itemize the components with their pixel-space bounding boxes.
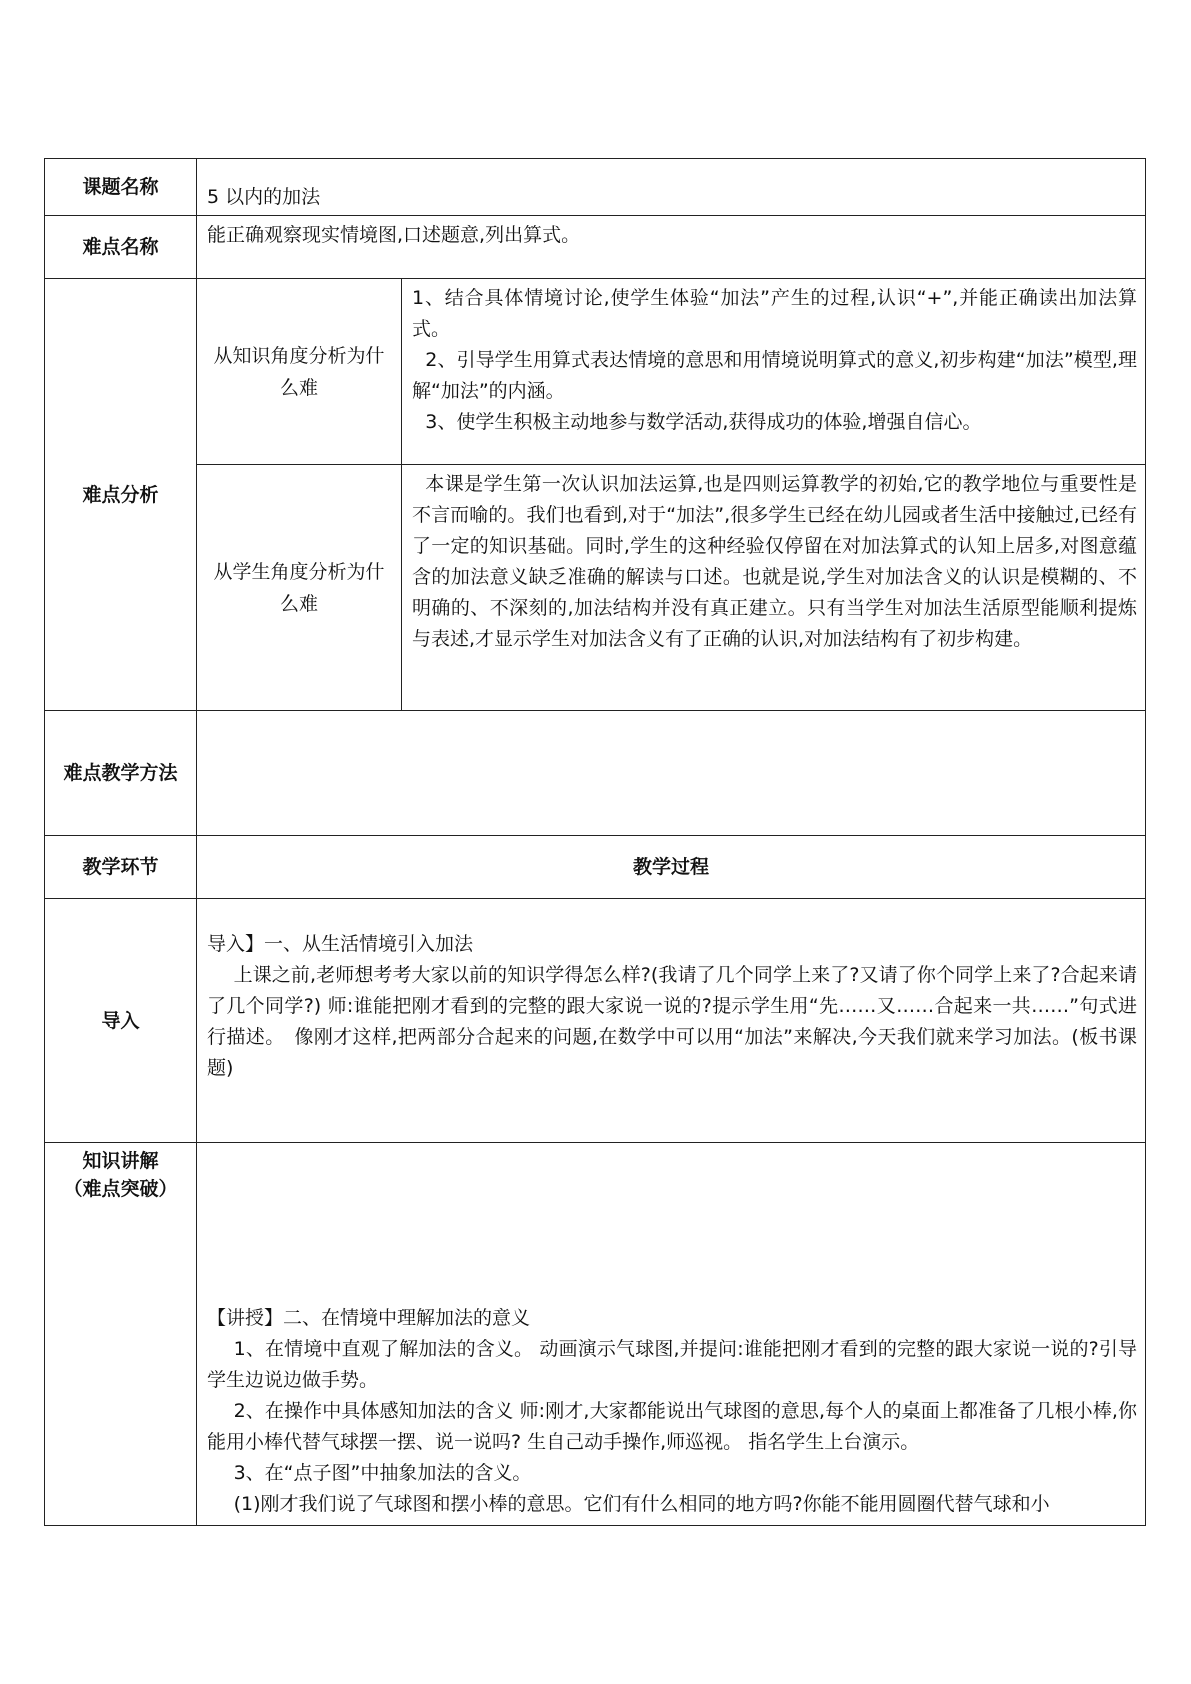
intro-paragraph: 上课之前,老师想考考大家以前的知识学得怎么样?(我请了几个同学上来了?又请了你个同学上来了?合起来请了几个同学?) 师:谁能把刚才看到的完整的跟大家说一说的?提示学生用“先……又……合起来一共……”句式进行描述。 像刚才这样,把两部分合起来的问题,在数学中可以用“加法”来解决,今天我们就来学习加法。(板书课题)	[207, 964, 1138, 1079]
knowledge-content-cell	[402, 279, 1146, 465]
intro-label: 导入	[45, 899, 197, 1143]
student-label: 从学生角度分析为什么难	[213, 560, 385, 615]
intro-content	[197, 899, 1145, 1088]
knowledge-paragraph-2: 2、引导学生用算式表达情境的意思和用情境说明算式的意义,初步构建“加法”模型,理解“加法”的内涵。	[412, 349, 1138, 402]
difficulty-row	[45, 216, 1146, 279]
analysis-label: 难点分析	[45, 279, 197, 711]
method-row	[45, 711, 1146, 836]
knowledge-label-cell	[197, 279, 402, 465]
lesson-plan-table	[44, 158, 1146, 1526]
lecture-content-cell	[197, 1143, 1146, 1526]
difficulty-label: 难点名称	[45, 216, 197, 279]
student-content	[402, 465, 1145, 659]
lecture-paragraph-4: (1)刚才我们说了气球图和摆小棒的意思。它们有什么相同的地方吗?你能不能用圆圈代替气球和小	[233, 1493, 1050, 1515]
method-label: 难点教学方法	[45, 711, 197, 836]
lecture-paragraph-1: 1、在情境中直观了解加法的含义。 动画演示气球图,并提问:谁能把刚才看到的完整的跟大家说一说的?引导学生边说边做手势。	[207, 1338, 1138, 1391]
student-content-cell	[402, 465, 1146, 711]
stage-row	[45, 836, 1146, 899]
intro-content-cell	[197, 899, 1146, 1143]
topic-row	[45, 159, 1146, 216]
student-paragraph: 本课是学生第一次认识加法运算,也是四则运算教学的初始,它的教学地位与重要性是不言而喻的。我们也看到,对于“加法”,很多学生已经在幼儿园或者生活中接触过,已经有了一定的知识基础。同时,学生的这种经验仅停留在对加法算式的认知上居多,对图意蕴含的加法意义缺乏准确的解读与口述。也就是说,学生对加法含义的认识是模糊的、不明确的、不深刻的,加法结构并没有真正建立。只有当学生对加法生活原型能顺利提炼与表述,才显示学生对加法含义有了正确的认识,对加法结构有了初步构建。	[412, 473, 1138, 650]
stage-value: 教学过程	[197, 836, 1146, 899]
analysis-student-row	[45, 465, 1146, 711]
analysis-knowledge-row	[45, 279, 1146, 465]
lecture-heading: 【讲授】二、在情境中理解加法的意义	[207, 1307, 531, 1329]
difficulty-value: 能正确观察现实情境图,口述题意,列出算式。	[207, 224, 581, 246]
knowledge-paragraph-3: 3、使学生积极主动地参与数学活动,获得成功的体验,增强自信心。	[425, 411, 982, 433]
knowledge-content	[402, 279, 1145, 442]
topic-value: 5 以内的加法	[207, 186, 321, 208]
intro-heading: 导入】一、从生活情境引入加法	[207, 933, 474, 955]
lecture-paragraph-3: 3、在“点子图”中抽象加法的含义。	[233, 1462, 532, 1484]
lecture-label-line-2: （难点突破）	[63, 1178, 178, 1200]
lecture-content	[197, 1143, 1145, 1524]
lecture-label-line-1: 知识讲解	[82, 1150, 159, 1172]
difficulty-value-cell	[197, 216, 1146, 279]
intro-row	[45, 899, 1146, 1143]
stage-label: 教学环节	[45, 836, 197, 899]
knowledge-label: 从知识角度分析为什么难	[213, 344, 385, 399]
topic-value-cell	[197, 159, 1146, 216]
method-value	[197, 769, 1145, 777]
student-label-cell	[197, 465, 402, 711]
lecture-paragraph-2: 2、在操作中具体感知加法的含义 师:刚才,大家都能说出气球图的意思,每个人的桌面上都准备了几根小棒,你能用小棒代替气球摆一摆、说一说吗? 生自己动手操作,师巡视。 指名学生上台演示。	[207, 1400, 1138, 1453]
knowledge-paragraph-1: 1、结合具体情境讨论,使学生体验“加法”产生的过程,认识“+”,并能正确读出加法算式。	[412, 287, 1138, 340]
lecture-row	[45, 1143, 1146, 1526]
lecture-label-cell	[45, 1143, 197, 1526]
method-value-cell	[197, 711, 1146, 836]
topic-label: 课题名称	[45, 159, 197, 216]
